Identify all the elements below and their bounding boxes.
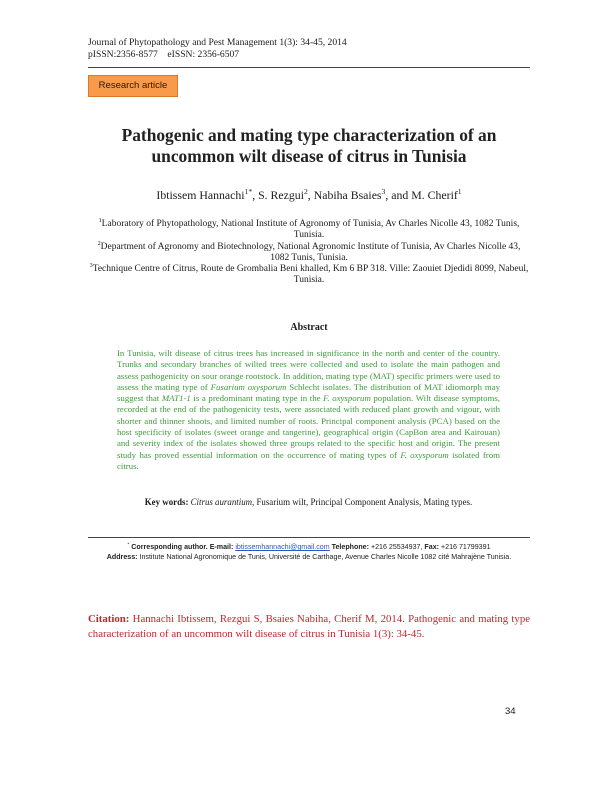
citation-block: [88, 612, 530, 642]
affiliation-text: Department of Agronomy and Biotechnology, National Agronomic Institute of Tunisia, Av Charles Nicolle 43, 1082 Tunis, Tunisia.: [100, 241, 521, 263]
title-line-2: uncommon wilt disease of citrus in Tunisia: [151, 146, 467, 166]
author-separator: , and: [385, 188, 412, 202]
address-label: Address:: [106, 552, 138, 561]
corresponding-star: *: [127, 541, 130, 547]
species-name: F. oxysporum: [400, 449, 449, 460]
author-separator: ,: [307, 188, 314, 202]
citation-text: Hannachi Ibtissem, Rezgui S, Bsaies Nabiha, Cherif M, 2014. Pathogenic and mating type characterization of an uncommon wilt disease of citrus in Tunisia 1(3): 34-45.: [88, 613, 531, 640]
journal-citation-line: Journal of Phytopathology and Pest Management 1(3): 34-45, 2014: [88, 37, 347, 48]
abstract-text: population. Wilt disease symptoms, recorded at the end of the pathogenicity tests, were associated with reduced plant growth and vigour, with shorter and thinner shoots, and limited number of roots. Principal component analysis (PCA) based on the host specificity of isolates (sweet orange and tangerine), geographical origin (CapBon area and Kairouan) and severity index of the isolates showed three groups related to the specific host and origin. The present study has proved essential information on the occurrence of mating types of: [117, 393, 500, 460]
author-affiliation-mark: 1*: [244, 187, 253, 197]
abstract-text: isolated from citrus.: [117, 449, 500, 471]
author-affiliation-mark: 2: [303, 187, 308, 197]
fax-value: +216 71799391: [441, 543, 491, 551]
author-name: S. Rezgui: [258, 188, 304, 202]
affiliation-list: [88, 219, 530, 287]
species-name: F. oxysporum: [323, 393, 371, 404]
telephone-label: Telephone:: [331, 543, 369, 551]
affiliation-number: 3: [89, 263, 93, 270]
author-list: [88, 188, 530, 202]
author-name: M. Cherif: [411, 188, 458, 202]
affiliation: [88, 219, 530, 242]
keywords-text: , Fusarium wilt, Principal Component Analysis, Mating types.: [252, 497, 473, 507]
header-divider: [88, 67, 530, 68]
page-number: 34: [505, 706, 516, 717]
affiliation: [88, 264, 530, 287]
author-affiliation-mark: 3: [381, 187, 386, 197]
abstract-body: [117, 348, 500, 472]
telephone-value: +216 25534937,: [370, 543, 423, 551]
species-name: Fusarium oxysporum: [210, 381, 287, 392]
author-separator: ,: [252, 188, 259, 202]
affiliation-number: 2: [97, 240, 101, 247]
corresponding-label: Corresponding author. E-mail:: [131, 543, 234, 551]
address-line: [88, 553, 530, 563]
keywords-label: Key words:: [144, 497, 189, 507]
citation-label: Citation:: [88, 613, 130, 625]
author-name: Ibtissem Hannachi: [156, 188, 245, 202]
address-value: Institute National Agronomique de Tunis, Université de Carthage, Avenue Charles Nicolle 1082 cité Mahrajène Tunisia.: [139, 552, 512, 561]
affiliation: [88, 242, 530, 265]
affiliation-text: Technique Centre of Citrus, Route de Grombalia Beni khalled, Km 6 BP 318. Ville: Zaouiet Djedidi 8099, Nabeul, Tunisia.: [92, 264, 529, 286]
keywords: [117, 497, 500, 508]
author-affiliation-mark: 1: [457, 187, 462, 197]
paper-title: [88, 125, 530, 167]
abstract-text: Schlecht isolates. The distribution of MAT idiomorph may suggest that: [117, 381, 501, 404]
abstract-heading: Abstract: [290, 322, 328, 333]
correspondence-divider: [88, 537, 530, 538]
author-name: Nabiha Bsaies: [313, 188, 382, 202]
title-line-1: Pathogenic and mating type characterization of an: [121, 125, 497, 145]
article-type-badge: Research article: [88, 75, 178, 97]
correspondence-block: [88, 543, 530, 562]
issn-line: pISSN:2356-8577 eISSN: 2356-6507: [88, 48, 240, 60]
correspondence-line: [88, 543, 530, 553]
fax-label: Fax:: [424, 543, 440, 551]
gene-name: MAT1-1: [161, 393, 191, 404]
email-link[interactable]: ibtissemhannachi@gmail.com: [235, 543, 330, 551]
abstract-text: In Tunisia, wilt disease of citrus trees has increased in significance in the north and center of the country. Trunks and secondary branches of wilted trees were collected and used to isolate the main pathogen and assess pathogenicity on sour orange rootstock. In addition, mating type (MAT) specific primers were used to assess the mating type of: [117, 348, 500, 392]
affiliation-number: 1: [98, 217, 102, 224]
keyword-italic: Citrus aurantium: [190, 497, 253, 507]
journal-header: [88, 37, 347, 60]
affiliation-text: Laboratory of Phytopathology, National Institute of Agronomy of Tunisia, Av Charles Nicolle 43, 1082 Tunis, Tunisia.: [101, 219, 520, 241]
abstract-text: is a predominant mating type in the: [190, 393, 324, 404]
